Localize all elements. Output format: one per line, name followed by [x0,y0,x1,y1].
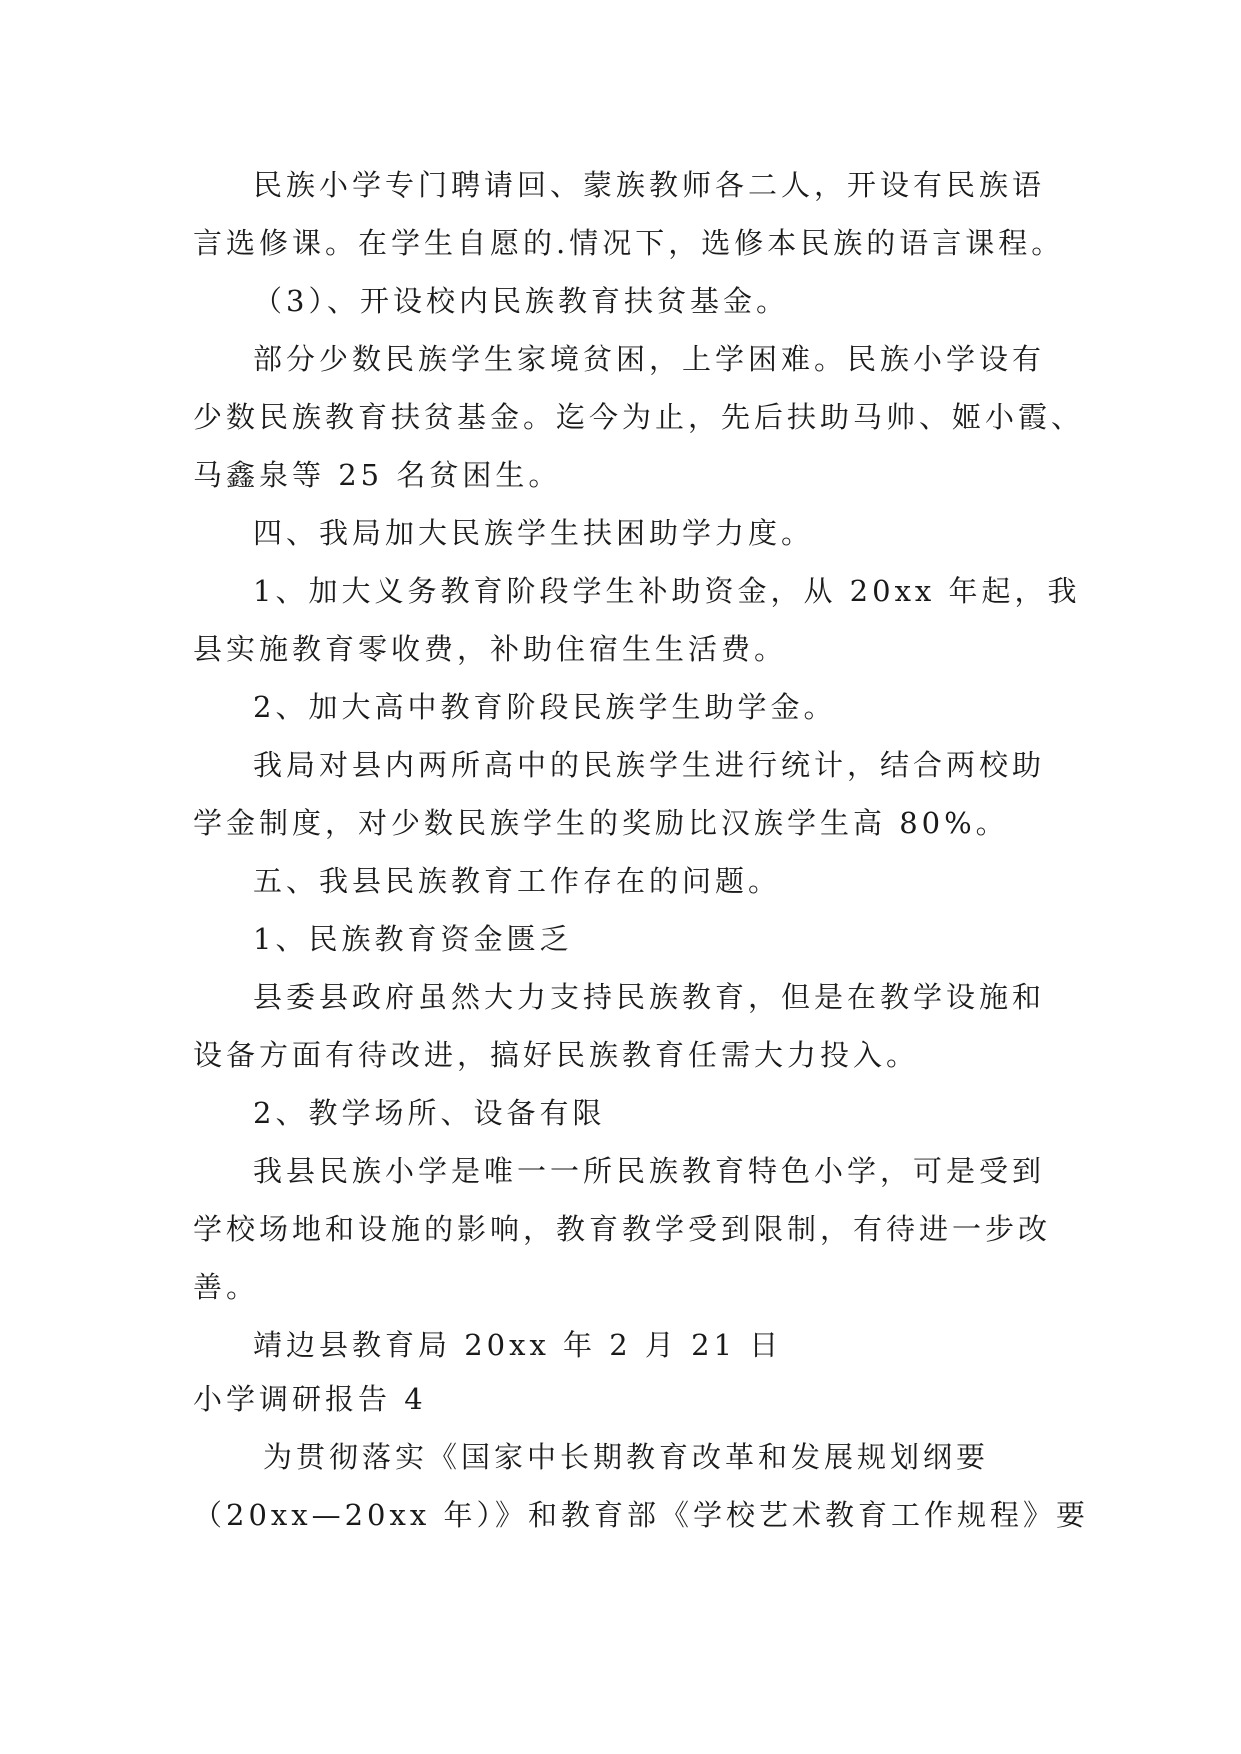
section-heading: 五、我县民族教育工作存在的问题。 [253,864,782,898]
paragraph-line: 学金制度，对少数民族学生的奖励比汉族学生高 80%。 [193,806,1009,840]
signature-line: 靖边县教育局 20xx 年 2 月 21 日 [253,1328,783,1362]
paragraph-line: 为贯彻落实《国家中长期教育改革和发展规划纲要 [263,1440,990,1474]
paragraph-line: 学校场地和设施的影响，教育教学受到限制，有待进一步改 [193,1212,1052,1246]
paragraph-line: 民族小学专门聘请回、蒙族教师各二人，开设有民族语 [253,168,1046,202]
paragraph-line: 1、加大义务教育阶段学生补助资金，从 20xx 年起，我 [253,574,1081,608]
paragraph-line: 县实施教育零收费，补助住宿生生活费。 [193,632,788,666]
subsection-heading: 2、教学场所、设备有限 [253,1096,606,1130]
paragraph-line: 部分少数民族学生家境贫困，上学困难。民族小学设有 [253,342,1046,376]
paragraph-line: 言选修课。在学生自愿的.情况下，选修本民族的语言课程。 [193,226,1065,260]
paragraph-line: 我县民族小学是唯一一所民族教育特色小学，可是受到 [253,1154,1046,1188]
paragraph-line: 设备方面有待改进，搞好民族教育任需大力投入。 [193,1038,920,1072]
paragraph-line: 2、加大高中教育阶段民族学生助学金。 [253,690,837,724]
subsection-heading: 1、民族教育资金匮乏 [253,922,573,956]
paragraph-line: 县委县政府虽然大力支持民族教育，但是在教学设施和 [253,980,1046,1014]
report-title: 小学调研报告 4 [193,1382,427,1416]
section-heading: （3）、开设校内民族教育扶贫基金。 [253,284,789,318]
paragraph-line: 我局对县内两所高中的民族学生进行统计，结合两校助 [253,748,1046,782]
paragraph-line: 善。 [193,1270,260,1304]
section-heading: 四、我局加大民族学生扶困助学力度。 [253,516,815,550]
paragraph-line: 少数民族教育扶贫基金。迄今为止，先后扶助马帅、姬小霞、 [193,400,1085,434]
paragraph-line: 马鑫泉等 25 名贫困生。 [193,458,562,492]
paragraph-line: （20xx—20xx 年）》和教育部《学校艺术教育工作规程》要 [193,1498,1089,1532]
